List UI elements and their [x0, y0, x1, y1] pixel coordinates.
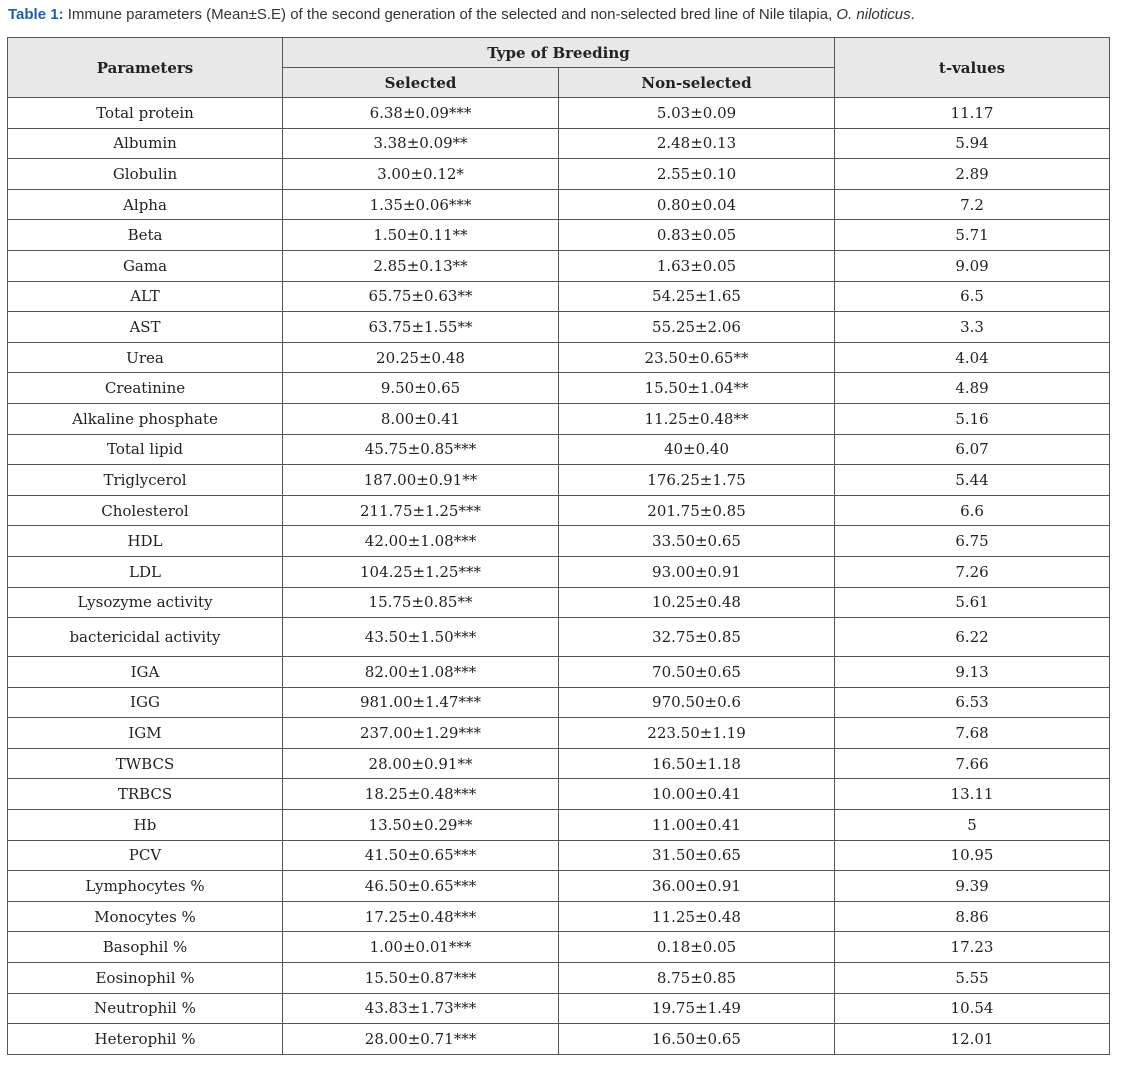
- cell-selected: 6.38±0.09***: [283, 98, 559, 129]
- cell-non-selected: 10.25±0.48: [559, 587, 835, 618]
- table-row: [8, 403, 1110, 434]
- cell-t-value: 7.68: [835, 718, 1110, 749]
- cell-non-selected: 11.25±0.48**: [559, 403, 835, 434]
- cell-parameter: Monocytes %: [8, 901, 283, 932]
- cell-non-selected: 93.00±0.91: [559, 556, 835, 587]
- cell-non-selected: 11.00±0.41: [559, 810, 835, 841]
- table-row: [8, 189, 1110, 220]
- table-row: [8, 618, 1110, 657]
- cell-t-value: 7.2: [835, 189, 1110, 220]
- table-row: [8, 373, 1110, 404]
- cell-parameter: IGM: [8, 718, 283, 749]
- cell-non-selected: 16.50±1.18: [559, 748, 835, 779]
- cell-t-value: 3.3: [835, 312, 1110, 343]
- cell-parameter: Neutrophil %: [8, 993, 283, 1024]
- table-row: [8, 465, 1110, 496]
- immune-parameters-table: [7, 37, 1110, 1055]
- table-row: [8, 250, 1110, 281]
- table-row: [8, 495, 1110, 526]
- cell-non-selected: 2.55±0.10: [559, 159, 835, 190]
- cell-t-value: 7.26: [835, 556, 1110, 587]
- cell-non-selected: 36.00±0.91: [559, 871, 835, 902]
- table-row: [8, 312, 1110, 343]
- cell-t-value: 12.01: [835, 1024, 1110, 1055]
- cell-selected: 1.00±0.01***: [283, 932, 559, 963]
- cell-parameter: LDL: [8, 556, 283, 587]
- table-row: [8, 657, 1110, 688]
- cell-parameter: ALT: [8, 281, 283, 312]
- cell-selected: 41.50±0.65***: [283, 840, 559, 871]
- cell-selected: 3.00±0.12*: [283, 159, 559, 190]
- cell-t-value: 9.09: [835, 250, 1110, 281]
- cell-t-value: 6.22: [835, 618, 1110, 657]
- cell-non-selected: 54.25±1.65: [559, 281, 835, 312]
- header-non-selected: Non-selected: [559, 68, 835, 98]
- table-row: [8, 901, 1110, 932]
- cell-t-value: 9.39: [835, 871, 1110, 902]
- cell-t-value: 6.6: [835, 495, 1110, 526]
- cell-parameter: Total protein: [8, 98, 283, 129]
- cell-selected: 1.50±0.11**: [283, 220, 559, 251]
- table-row: [8, 932, 1110, 963]
- table-row: [8, 281, 1110, 312]
- caption-text: Immune parameters (Mean±S.E) of the second generation of the selected and non-selected bred line of Nile tilapia,: [63, 6, 837, 23]
- cell-non-selected: 1.63±0.05: [559, 250, 835, 281]
- cell-parameter: Lymphocytes %: [8, 871, 283, 902]
- cell-parameter: TRBCS: [8, 779, 283, 810]
- cell-selected: 8.00±0.41: [283, 403, 559, 434]
- header-row-1: [8, 38, 1110, 68]
- table-row: [8, 159, 1110, 190]
- cell-non-selected: 32.75±0.85: [559, 618, 835, 657]
- cell-parameter: PCV: [8, 840, 283, 871]
- cell-selected: 65.75±0.63**: [283, 281, 559, 312]
- cell-non-selected: 70.50±0.65: [559, 657, 835, 688]
- cell-t-value: 4.89: [835, 373, 1110, 404]
- cell-non-selected: 223.50±1.19: [559, 718, 835, 749]
- cell-t-value: 5: [835, 810, 1110, 841]
- cell-selected: 45.75±0.85***: [283, 434, 559, 465]
- cell-selected: 17.25±0.48***: [283, 901, 559, 932]
- cell-non-selected: 8.75±0.85: [559, 963, 835, 994]
- cell-non-selected: 11.25±0.48: [559, 901, 835, 932]
- cell-parameter: Triglycerol: [8, 465, 283, 496]
- cell-non-selected: 55.25±2.06: [559, 312, 835, 343]
- cell-parameter: Cholesterol: [8, 495, 283, 526]
- cell-selected: 18.25±0.48***: [283, 779, 559, 810]
- cell-t-value: 6.75: [835, 526, 1110, 557]
- cell-non-selected: 19.75±1.49: [559, 993, 835, 1024]
- cell-non-selected: 201.75±0.85: [559, 495, 835, 526]
- table-row: [8, 871, 1110, 902]
- cell-non-selected: 176.25±1.75: [559, 465, 835, 496]
- cell-selected: 237.00±1.29***: [283, 718, 559, 749]
- cell-t-value: 6.53: [835, 687, 1110, 718]
- cell-non-selected: 0.18±0.05: [559, 932, 835, 963]
- cell-parameter: Gama: [8, 250, 283, 281]
- cell-parameter: IGG: [8, 687, 283, 718]
- cell-non-selected: 10.00±0.41: [559, 779, 835, 810]
- cell-selected: 13.50±0.29**: [283, 810, 559, 841]
- cell-t-value: 5.61: [835, 587, 1110, 618]
- cell-t-value: 13.11: [835, 779, 1110, 810]
- cell-t-value: 10.54: [835, 993, 1110, 1024]
- header-selected: Selected: [283, 68, 559, 98]
- cell-parameter: Hb: [8, 810, 283, 841]
- table-row: [8, 779, 1110, 810]
- table-row: [8, 587, 1110, 618]
- cell-parameter: Basophil %: [8, 932, 283, 963]
- table-caption: [8, 6, 1116, 23]
- table-row: [8, 1024, 1110, 1055]
- cell-t-value: 4.04: [835, 342, 1110, 373]
- cell-t-value: 5.44: [835, 465, 1110, 496]
- cell-parameter: Globulin: [8, 159, 283, 190]
- cell-t-value: 6.5: [835, 281, 1110, 312]
- cell-selected: 28.00±0.91**: [283, 748, 559, 779]
- table-row: [8, 963, 1110, 994]
- cell-selected: 46.50±0.65***: [283, 871, 559, 902]
- cell-non-selected: 970.50±0.6: [559, 687, 835, 718]
- cell-selected: 3.38±0.09**: [283, 128, 559, 159]
- cell-selected: 981.00±1.47***: [283, 687, 559, 718]
- cell-non-selected: 2.48±0.13: [559, 128, 835, 159]
- cell-t-value: 7.66: [835, 748, 1110, 779]
- cell-non-selected: 40±0.40: [559, 434, 835, 465]
- cell-parameter: Urea: [8, 342, 283, 373]
- cell-selected: 1.35±0.06***: [283, 189, 559, 220]
- cell-parameter: IGA: [8, 657, 283, 688]
- cell-parameter: TWBCS: [8, 748, 283, 779]
- caption-end: .: [910, 6, 915, 23]
- table-row: [8, 434, 1110, 465]
- cell-parameter: Heterophil %: [8, 1024, 283, 1055]
- caption-species: O. niloticus: [836, 6, 911, 23]
- cell-selected: 43.50±1.50***: [283, 618, 559, 657]
- cell-non-selected: 31.50±0.65: [559, 840, 835, 871]
- cell-selected: 211.75±1.25***: [283, 495, 559, 526]
- cell-parameter: Creatinine: [8, 373, 283, 404]
- cell-t-value: 8.86: [835, 901, 1110, 932]
- table-row: [8, 98, 1110, 129]
- table-row: [8, 687, 1110, 718]
- cell-selected: 20.25±0.48: [283, 342, 559, 373]
- cell-parameter: HDL: [8, 526, 283, 557]
- cell-parameter: AST: [8, 312, 283, 343]
- table-body: [8, 98, 1110, 1055]
- cell-selected: 43.83±1.73***: [283, 993, 559, 1024]
- cell-non-selected: 15.50±1.04**: [559, 373, 835, 404]
- cell-t-value: 9.13: [835, 657, 1110, 688]
- cell-selected: 28.00±0.71***: [283, 1024, 559, 1055]
- table-row: [8, 748, 1110, 779]
- cell-t-value: 2.89: [835, 159, 1110, 190]
- cell-non-selected: 33.50±0.65: [559, 526, 835, 557]
- cell-parameter: Lysozyme activity: [8, 587, 283, 618]
- table-row: [8, 556, 1110, 587]
- cell-t-value: 6.07: [835, 434, 1110, 465]
- cell-parameter: Albumin: [8, 128, 283, 159]
- cell-t-value: 17.23: [835, 932, 1110, 963]
- cell-selected: 42.00±1.08***: [283, 526, 559, 557]
- cell-selected: 15.75±0.85**: [283, 587, 559, 618]
- cell-non-selected: 5.03±0.09: [559, 98, 835, 129]
- cell-t-value: 10.95: [835, 840, 1110, 871]
- cell-selected: 82.00±1.08***: [283, 657, 559, 688]
- cell-selected: 63.75±1.55**: [283, 312, 559, 343]
- cell-non-selected: 0.83±0.05: [559, 220, 835, 251]
- cell-non-selected: 23.50±0.65**: [559, 342, 835, 373]
- table-row: [8, 718, 1110, 749]
- cell-parameter: bactericidal activity: [8, 618, 283, 657]
- table-row: [8, 993, 1110, 1024]
- cell-non-selected: 0.80±0.04: [559, 189, 835, 220]
- cell-parameter: Total lipid: [8, 434, 283, 465]
- cell-t-value: 5.71: [835, 220, 1110, 251]
- cell-selected: 2.85±0.13**: [283, 250, 559, 281]
- cell-non-selected: 16.50±0.65: [559, 1024, 835, 1055]
- table-row: [8, 128, 1110, 159]
- cell-t-value: 5.55: [835, 963, 1110, 994]
- cell-t-value: 11.17: [835, 98, 1110, 129]
- table-row: [8, 840, 1110, 871]
- cell-parameter: Alkaline phosphate: [8, 403, 283, 434]
- cell-parameter: Eosinophil %: [8, 963, 283, 994]
- table-row: [8, 220, 1110, 251]
- cell-t-value: 5.16: [835, 403, 1110, 434]
- table-row: [8, 342, 1110, 373]
- cell-selected: 9.50±0.65: [283, 373, 559, 404]
- table-row: [8, 526, 1110, 557]
- cell-selected: 104.25±1.25***: [283, 556, 559, 587]
- table-row: [8, 810, 1110, 841]
- header-type-of-breeding: Type of Breeding: [283, 38, 835, 68]
- cell-parameter: Beta: [8, 220, 283, 251]
- header-parameters: Parameters: [8, 38, 283, 98]
- cell-selected: 187.00±0.91**: [283, 465, 559, 496]
- caption-label: Table 1:: [8, 6, 64, 23]
- cell-parameter: Alpha: [8, 189, 283, 220]
- header-t-values: t-values: [835, 38, 1110, 98]
- cell-t-value: 5.94: [835, 128, 1110, 159]
- cell-selected: 15.50±0.87***: [283, 963, 559, 994]
